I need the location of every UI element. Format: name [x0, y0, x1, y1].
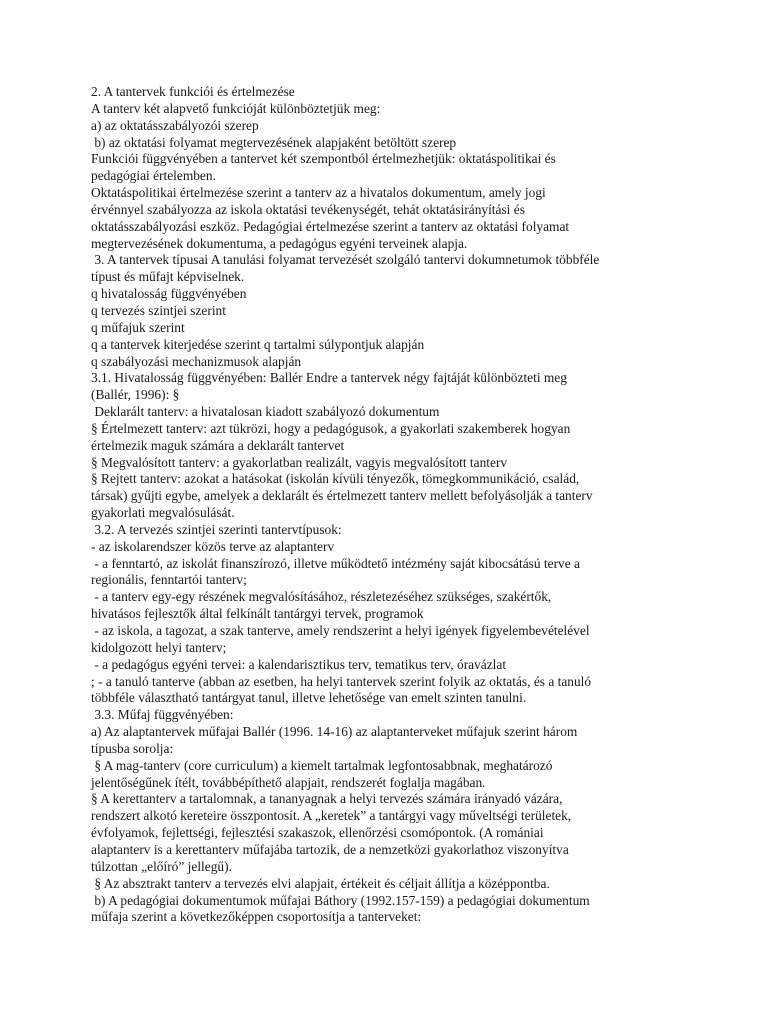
text-line: jelentőségűnek ítélt, továbbépíthető alapjait, rendszerét foglalja magában.: [91, 774, 486, 790]
section-heading: 2. A tantervek funkciói és értelmezése: [91, 84, 295, 99]
list-item: - az iskolarendszer közös terve az alaptanterv: [91, 538, 335, 554]
text-line: (Ballér, 1996): §: [91, 387, 180, 403]
text-line: Oktatáspolitikai értelmezése szerint a tanterv az a hivatalos dokumentum, amely jogi: [91, 185, 546, 201]
text-line: típust és műfajt képviselnek.: [91, 269, 245, 285]
list-item: - a tanterv egy-egy részének megvalósításához, részletezéséhez szükséges, szakértők,: [91, 589, 552, 605]
list-item: - a fenntartó, az iskolát finanszírozó, illetve működtető intézmény saját kibocsátású terve a: [91, 555, 580, 571]
list-item: q szabályozási mechanizmusok alapján: [91, 353, 302, 369]
list-item: q tervezés szintjei szerint: [91, 302, 226, 318]
text-line: b) A pedagógiai dokumentumok műfajai Báthory (1992.157-159) a pedagógiai dokumentum: [91, 892, 590, 908]
text-line: gyakorlati megvalósulását.: [91, 505, 235, 521]
list-item: Deklarált tanterv: a hivatalosan kiadott szabályozó dokumentum: [91, 404, 440, 420]
list-item: q hivatalosság függvényében: [91, 286, 247, 302]
section-heading: 3.2. A tervezés szintjei szerinti tantervtípusok:: [91, 521, 342, 537]
list-item: ; - a tanuló tanterve (abban az esetben, ha helyi tantervek szerint folyik az oktatás, és a tanuló: [91, 673, 592, 689]
text-line: regionális, fenntartói tanterv;: [91, 572, 247, 588]
text-line: b) az oktatási folyamat megtervezésének alapjaként betöltött szerep: [91, 134, 457, 150]
text-line: A tanterv két alapvető funkcióját különböztetjük meg:: [91, 100, 381, 116]
list-item: q a tantervek kiterjedése szerint q tartalmi súlypontjuk alapján: [91, 336, 425, 352]
text-line: túlzottan „előíró” jellegű).: [91, 858, 232, 874]
text-line: oktatásszabályozási eszköz. Pedagógiai értelmezése szerint a tanterv az oktatási folyamat: [91, 218, 570, 234]
section-heading: 3. A tantervek típusai A tanulási folyamat tervezését szolgáló tantervi dokumnetumok többféle: [91, 252, 600, 268]
text-line: műfaja szerint a következőképpen csoportosítja a tanterveket:: [91, 909, 422, 925]
list-item: § Megvalósított tanterv: a gyakorlatban realizált, vagyis megvalósított tanterv: [91, 454, 508, 470]
text-line: többféle választható tantárgyat tanul, illetve lehetősége van emelt szinten tanulni.: [91, 690, 527, 706]
text-line: hivatásos fejlesztők által felkínált tantárgyi tervek, programok: [91, 606, 424, 622]
list-item: - az iskola, a tagozat, a szak tanterve, amely rendszerint a helyi igények figyelembevételével: [91, 623, 590, 638]
text-line: évfolyamok, fejlettségi, fejlesztési szakaszok, ellenőrzési csomópontok. (A romániai: [91, 825, 544, 841]
text-line: társak) gyűjti egybe, amelyek a deklarált és értelmezett tanterv mellett befolyásolják a tanterv: [91, 488, 593, 504]
text-line: a) Az alaptantervek műfajai Ballér (1996. 14-16) az alaptanterveket műfajuk szerint három: [91, 724, 578, 740]
section-heading: 3.3. Műfaj függvényében:: [91, 707, 234, 723]
list-item: § Értelmezett tanterv: azt tükrözi, hogy a pedagógusok, a gyakorlati szakemberek hogyan: [91, 420, 571, 436]
text-line: Funkciói függvényében a tantervet két szempontból értelmezhetjük: oktatáspolitikai és: [91, 151, 556, 167]
list-item: § Rejtett tanterv: azokat a hatásokat (iskolán kívüli tényezők, tömegkommunikáció, család,: [91, 471, 580, 487]
text-line: alaptanterv is a kerettanterv műfajába tartozik, de a nemzetközi gyakorlathoz viszonyítva: [91, 841, 569, 857]
list-item: § A mag-tanterv (core curriculum) a kiemelt tartalmak legfontosabbnak, meghatározó: [91, 757, 553, 773]
document-body: [91, 84, 691, 926]
list-item: - a pedagógus egyéni tervei: a kalendarisztikus terv, tematikus terv, óravázlat: [91, 656, 507, 672]
text-line: érvénnyel szabályozza az iskola oktatási tevékenységét, tehát oktatásirányítási és: [91, 201, 525, 217]
text-line: típusba sorolja:: [91, 740, 174, 756]
text-line: értelmezik maguk számára a deklarált tantervet: [91, 437, 345, 453]
text-line: pedagógiai értelemben.: [91, 168, 216, 184]
text-line: a) az oktatásszabályozói szerep: [91, 117, 259, 133]
text-line: kidolgozott helyi tanterv;: [91, 639, 227, 655]
list-item: § A kerettanterv a tartalomnak, a tananyagnak a helyi tervezés számára irányadó vázára,: [91, 791, 563, 807]
section-heading: 3.1. Hivatalosság függvényében: Ballér Endre a tantervek négy fajtáját különbözteti meg: [91, 370, 567, 386]
list-item: § Az absztrakt tanterv a tervezés elvi alapjait, értékeit és céljait állítja a középpontba.: [91, 875, 550, 891]
text-line: rendszert alkotó kereteire összpontosít. A „keretek” a tantárgyi vagy műveltségi területek,: [91, 808, 572, 824]
list-item: q műfajuk szerint: [91, 319, 185, 335]
text-line: megtervezésének dokumentuma, a pedagógus egyéni terveinek alapja.: [91, 235, 468, 251]
